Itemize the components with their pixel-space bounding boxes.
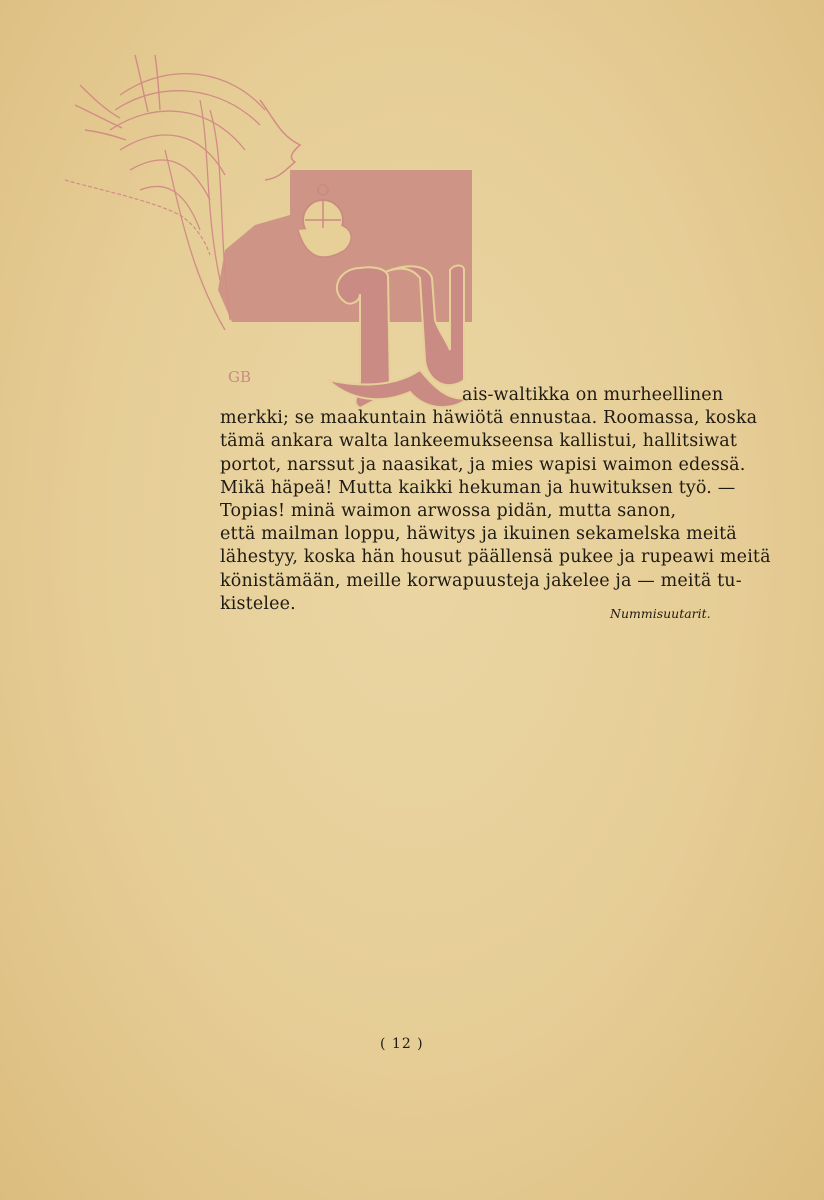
raised-hand — [75, 55, 160, 140]
text-line: että mailman loppu, häwitys ja ikuinen sekamelska meitä — [220, 524, 737, 545]
body-text — [220, 384, 771, 616]
text-line: ais-waltikka on murheellinen — [462, 385, 724, 405]
face-profile — [260, 100, 300, 180]
text-line: portot, narssut ja naasikat, ja mies wapisi waimon edessä. — [220, 454, 746, 475]
text-line: lähestyy, koska hän housut päällensä pukee ja rupeawi meitä — [220, 547, 771, 568]
page-number: ( 12 ) — [380, 1036, 424, 1052]
woman-with-orb-illustration — [60, 40, 490, 410]
artist-monogram: GB — [228, 368, 252, 386]
text-line: Topias! minä waimon arwossa pidän, mutta sanon, — [220, 500, 677, 521]
text-line: merkki; se maakuntain häwiötä ennustaa. Roomassa, koska — [220, 408, 758, 429]
text-line: könistämään, meille korwapuusteja jakelee ja — meitä tu- — [220, 570, 742, 591]
source-attribution: Nummisuutarit. — [610, 606, 711, 621]
text-line: tämä ankara walta lankeemukseensa kallistui, hallitsiwat — [220, 431, 738, 452]
text-line: Mikä häpeä! Mutta kaikki hekuman ja huwituksen työ. — — [220, 477, 736, 498]
text-line: kistelee. — [220, 593, 296, 614]
